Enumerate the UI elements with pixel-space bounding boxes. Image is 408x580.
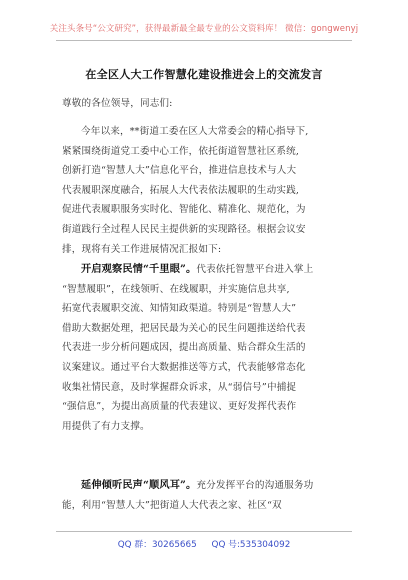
text-line: “智慧履职”，在线领听、在线履职，并实施信息共享, <box>62 283 290 295</box>
paragraph-section-2 <box>62 476 352 515</box>
text-line: 用提供了有力支撑。 <box>62 420 150 432</box>
header-banner: 关注头条号“公文研究”，获得最新最全最专业的公文资料库！ 微信：gongwenyj <box>49 24 359 34</box>
text-line: 议案建议。通过平台大数据推送等方式，代表能够常态化 <box>62 361 306 373</box>
header-divider <box>56 40 352 41</box>
salutation: 尊敬的各位领导，同志们: <box>62 98 173 109</box>
paragraph-intro <box>62 122 352 259</box>
text-line: “强信息”，为提出高质量的代表建议、更好发挥代表作 <box>62 401 297 413</box>
text-line: 代表履职深度融合，拓展人大代表依法履职的生动实践, <box>62 184 300 196</box>
text-line: 今年以来，**街道工委在区人大常委会的精心指导下, <box>81 126 309 137</box>
footer-qq-number: QQ 号:535304092 <box>211 540 291 550</box>
footer-divider <box>56 531 352 532</box>
text-line: 收集社情民意，及时掌握群众诉求，从“弱信号”中捕捉 <box>62 381 297 393</box>
text-line: 街道践行全过程人民民主提供新的实现路径。根据会议安 <box>62 223 306 235</box>
text-line: 拓宽代表履职交流、知情知政渠道。特别是“智慧人大” <box>62 303 297 315</box>
footer-qq-group: QQ 群：30265665 <box>117 540 197 550</box>
section-1-heading: 开启观察民情“千里眼”。 <box>81 263 197 275</box>
paragraph-section-1-first-line <box>62 260 352 280</box>
section-2-heading: 延伸倾听民声“顺风耳”。 <box>81 479 197 491</box>
text-line: 排，现将有关工作进展情况汇报如下: <box>62 243 222 255</box>
section-1-first-line-text: 代表依托智慧平台进入掌上 <box>196 264 314 275</box>
text-line: 借助大数据处理，把居民最为关心的民生问题推送给代表 <box>62 322 306 334</box>
document-title: 在全区人大工作智慧化建设推进会上的交流发言 <box>85 68 323 81</box>
paragraph-section-2-lines <box>62 496 352 516</box>
footer-contact <box>0 537 408 550</box>
text-line: 能，利用“智慧人大”把街道人大代表之家、社区“双 <box>62 499 282 511</box>
text-line: 促进代表履职服务实时化、智能化、精准化、规范化，为 <box>62 204 306 216</box>
paragraph-section-1 <box>62 260 352 436</box>
section-2-first-line-text: 充分发挥平台的沟通服务功 <box>196 480 314 491</box>
paragraph-section-1-lines <box>62 280 352 437</box>
text-line: 创新打造“智慧人大”信息化平台，推进信息技术与人大 <box>62 165 297 177</box>
paragraph-section-2-first-line <box>62 476 352 496</box>
text-line: 代表进一步分析问题成因，提出高质量、贴合群众生活的 <box>62 342 306 354</box>
text-line: 紧紧围绕街道党工委中心工作，依托街道智慧社区系统, <box>62 145 300 157</box>
paragraph-intro-lines <box>62 122 352 259</box>
